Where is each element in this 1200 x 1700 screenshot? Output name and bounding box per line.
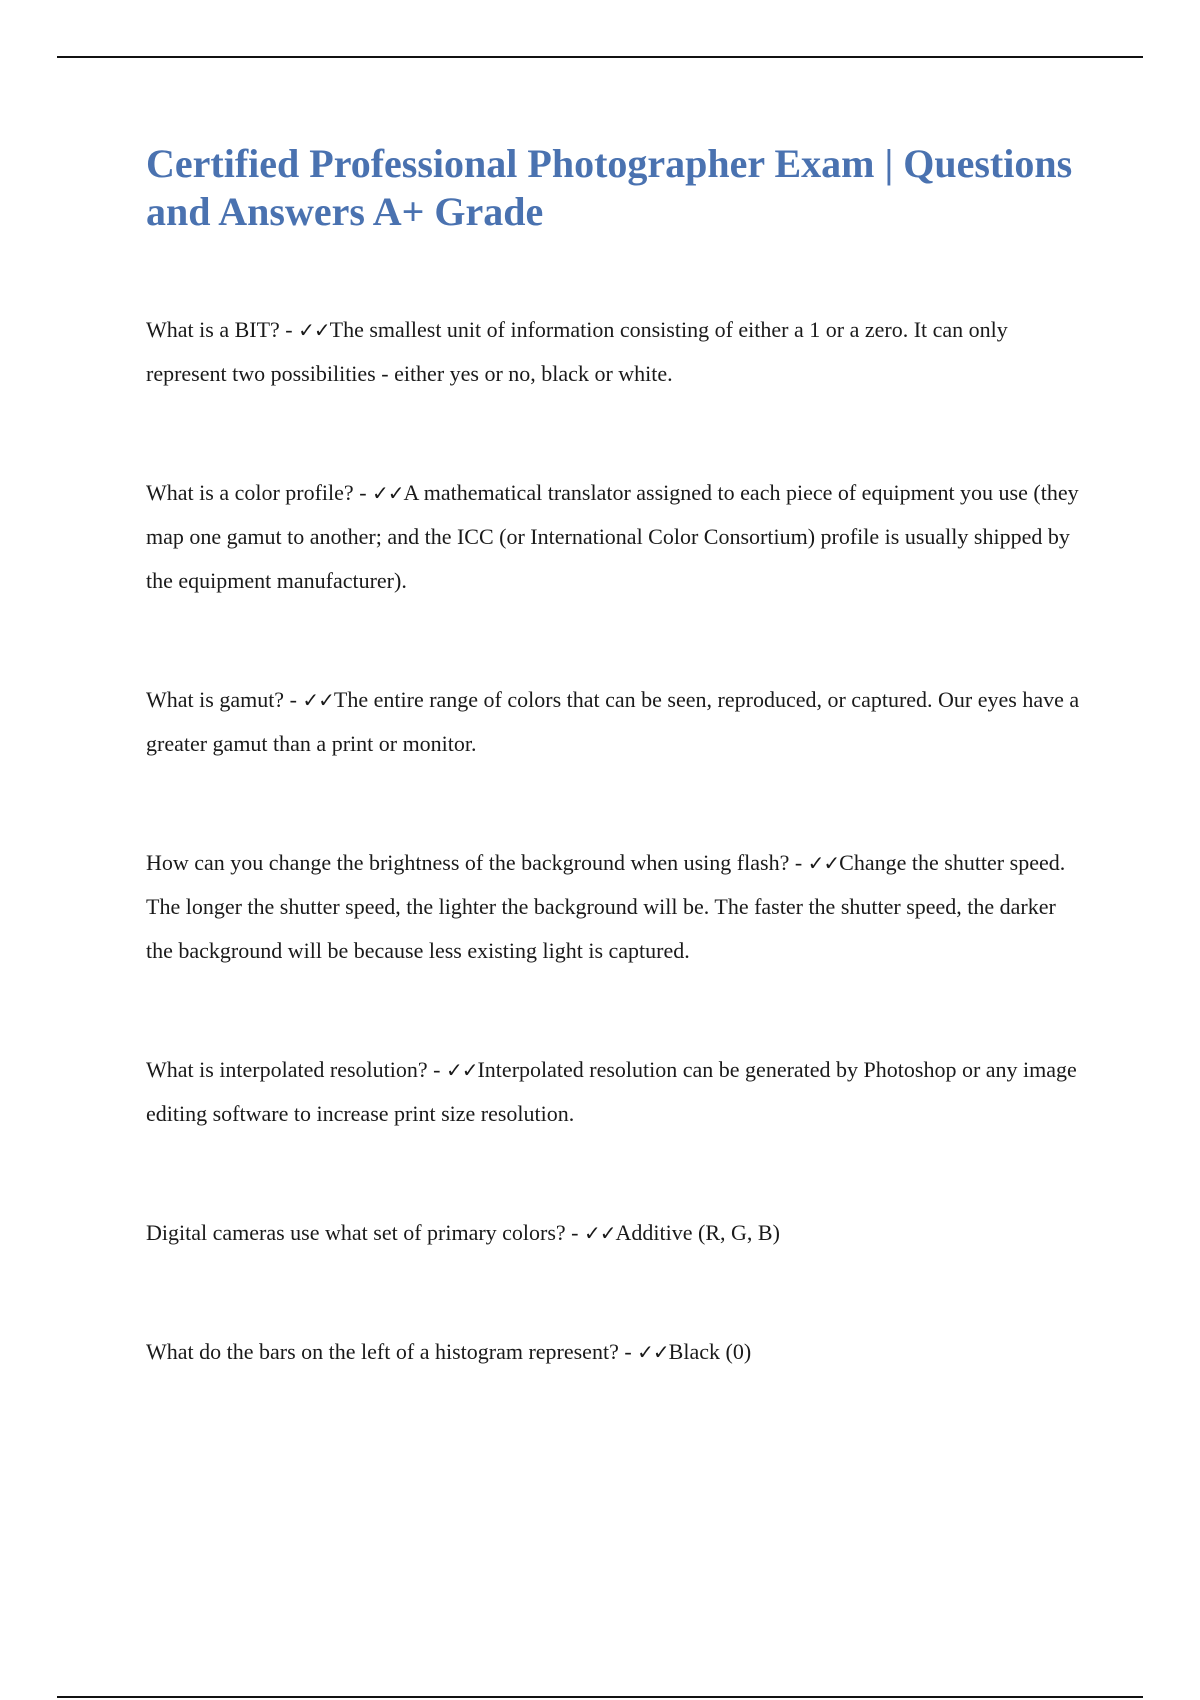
check-icon: ✓✓ xyxy=(637,1340,669,1364)
qa-item xyxy=(146,1330,1086,1374)
question-text: What do the bars on the left of a histogram represent? - xyxy=(146,1339,638,1364)
answer-text: Black (0) xyxy=(668,1339,752,1364)
check-icon: ✓✓ xyxy=(302,688,334,712)
answer-text: A mathematical translator assigned to each piece of equipment you use (they map one gamut to another; and the ICC (or International Color Consortium) profile is usually shipped by the equipment manufacturer). xyxy=(146,480,1079,593)
qa-item xyxy=(146,678,1086,766)
question-text: What is a BIT? - xyxy=(146,317,299,342)
qa-item xyxy=(146,471,1086,603)
check-icon: ✓✓ xyxy=(372,481,404,505)
answer-text: Change the shutter speed. The longer the shutter speed, the lighter the background will be. The faster the shutter speed, the darker the background will be because less existing light is captured. xyxy=(146,850,1066,963)
document-body xyxy=(146,140,1086,1449)
question-text: What is a color profile? - xyxy=(146,480,373,505)
qa-item xyxy=(146,1211,1086,1255)
document-title: Certified Professional Photographer Exam | Questions and Answers A+ Grade xyxy=(146,141,1073,234)
check-icon: ✓✓ xyxy=(807,851,840,875)
answer-text: Additive (R, G, B) xyxy=(615,1220,780,1245)
qa-item xyxy=(146,308,1086,396)
qa-item xyxy=(146,841,1086,973)
question-text: What is gamut? - xyxy=(146,687,303,712)
qa-item xyxy=(146,1048,1086,1136)
check-icon: ✓✓ xyxy=(445,1058,478,1082)
question-text: Digital cameras use what set of primary colors? - xyxy=(146,1220,585,1245)
check-icon: ✓✓ xyxy=(584,1221,616,1245)
answer-text: Interpolated resolution can be generated by Photoshop or any image editing software to increase print size resolution. xyxy=(146,1057,1077,1126)
header-rule xyxy=(57,56,1143,58)
check-icon: ✓✓ xyxy=(298,318,330,342)
answer-text: The smallest unit of information consisting of either a 1 or a zero. It can only represent two possibilities - either yes or no, black or white. xyxy=(146,317,1008,386)
question-text: What is interpolated resolution? - xyxy=(146,1057,446,1082)
qa-list xyxy=(146,308,1086,1374)
answer-text: The entire range of colors that can be seen, reproduced, or captured. Our eyes have a greater gamut than a print or monitor. xyxy=(146,687,1080,756)
footer-rule xyxy=(57,1696,1143,1698)
question-text: How can you change the brightness of the background when using flash? - xyxy=(146,850,808,875)
